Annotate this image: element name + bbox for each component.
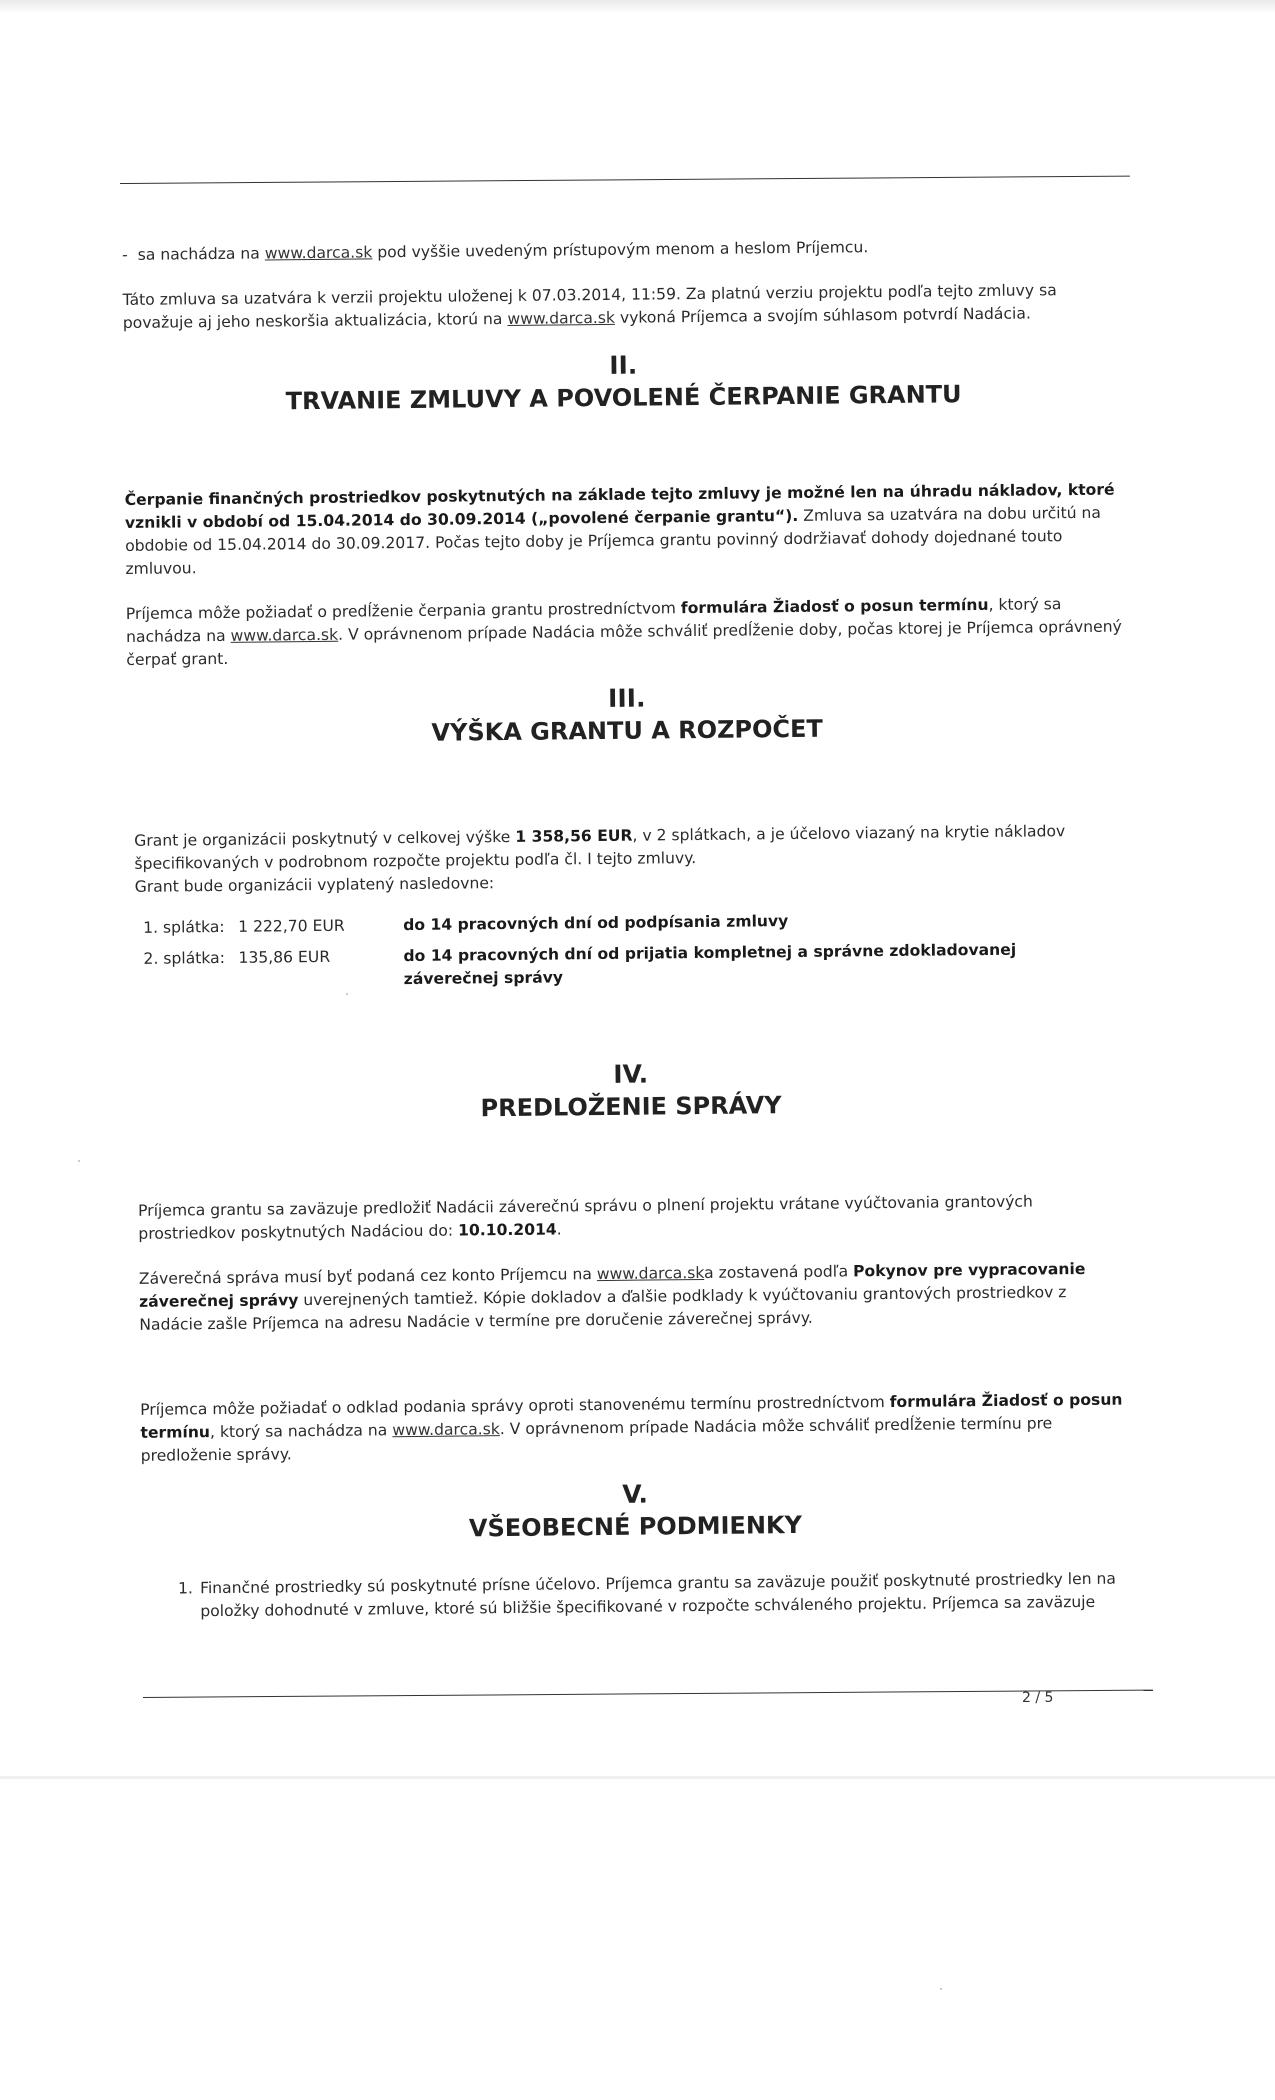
section-5-title: VŠEOBECNÉ PODMIENKY xyxy=(468,1510,803,1543)
installment-amount: 135,86 EUR xyxy=(238,947,331,967)
report-text-before: Príjemca grantu sa zaväzuje predložiť Nadácii záverečnú správu o plnení projektu vrátane vyúčtovania grantových prostriedkov poskytnutých Nadáciou do: xyxy=(138,1192,1033,1243)
postpone-text-before: Príjemca môže požiadať o odklad podania správy oproti stanovenému termínu prostredníctvom xyxy=(140,1393,885,1419)
extension-text-mid: , ktorý sa nachádza na xyxy=(126,595,1062,646)
extension-text-before: Príjemca môže požiadať o predĺženie čerpania grantu prostredníctvom xyxy=(125,599,676,623)
scan-top-shadow xyxy=(0,0,1275,14)
section-5-number: V. xyxy=(622,1479,649,1509)
grant-text-before: Grant je organizácii poskytnutý v celkovej výške xyxy=(134,827,511,850)
header-rule xyxy=(120,176,1130,184)
list-item xyxy=(178,1567,1136,1623)
scan-speck xyxy=(940,1988,942,1990)
contract-link[interactable]: www.darca.sk xyxy=(507,308,616,328)
extension-text-after: . V oprávnenom prípade Nadácia môže schváliť predĺženie doby, počas ktorej je Príjemca oprávnený čerpať grant. xyxy=(126,617,1122,669)
section-4-title: PREDLOŽENIE SPRÁVY xyxy=(480,1091,782,1123)
section-2-number: II. xyxy=(609,350,638,380)
section-3-number: III. xyxy=(607,683,646,713)
drawdown-rest: Zmluva sa uzatvára na dobu určitú na obdobie od 15.04.2014 do 30.09.2017. Počas tejto doby je Príjemca grantu povinný dodržiavať dohody dojednané touto zmluvou. xyxy=(125,503,1102,578)
document-body xyxy=(122,234,1136,1624)
report-postpone-paragraph xyxy=(134,1388,1135,1467)
extension-paragraph xyxy=(126,593,1127,672)
footer-rule xyxy=(143,1690,1153,1698)
report-submission-paragraph xyxy=(133,1257,1134,1336)
report-text-after: . xyxy=(556,1220,562,1239)
section-4-number: IV. xyxy=(613,1059,649,1089)
postpone-form-name: formulára Žiadosť o posun termínu xyxy=(140,1390,1123,1442)
scan-page-edge xyxy=(0,1776,1275,1779)
installment-list xyxy=(129,906,1130,993)
grant-amount-paragraph xyxy=(128,819,1129,898)
drawdown-paragraph xyxy=(125,479,1126,581)
drawdown-bold: Čerpanie finančných prostriedkov poskytnutých na základe tejto zmluvy je možné len na úhradu nákladov, ktoré vznikli v období od 15.04.2014 do 30.09.2014 („povolené čerpanie grantu“). xyxy=(124,480,1115,532)
report-deadline-paragraph xyxy=(132,1189,1132,1245)
intro-paragraph xyxy=(122,234,1122,267)
submission-text-mid: a zostavená podľa xyxy=(704,1262,849,1282)
installment-row xyxy=(143,906,1129,939)
intro-text-before: sa nachádza na xyxy=(137,244,260,264)
scan-speck xyxy=(346,993,348,995)
extension-form-name: formulára Žiadosť o posun termínu xyxy=(680,595,989,618)
postpone-text-after: . V oprávnenom prípade Nadácia môže schváliť predĺženie termínu pre predloženie správy. xyxy=(140,1414,1053,1465)
scan-speck xyxy=(78,1160,80,1162)
section-2-title: TRVANIE ZMLUVY A POVOLENÉ ČERPANIE GRANTU xyxy=(285,380,962,416)
intro-link[interactable]: www.darca.sk xyxy=(264,243,373,263)
installment-label: 1. splátka: xyxy=(143,917,225,937)
installment-label: 2. splátka: xyxy=(143,948,226,968)
contract-text-after: vykoná Príjemca a svojím súhlasom potvrdí Nadácia. xyxy=(619,304,1031,327)
installment-amount: 1 222,70 EUR xyxy=(238,916,345,936)
submission-text-before: Záverečná správa musí byť podaná cez konto Príjemcu na xyxy=(138,1265,592,1288)
installment-row xyxy=(143,937,1129,993)
submission-link[interactable]: www.darca.sk xyxy=(596,1263,705,1284)
intro-text-after: pod vyššie uvedeným prístupovým menom a heslom Príjemcu. xyxy=(377,238,869,262)
intro-dash: - xyxy=(122,245,128,264)
grant-total: 1 358,56 EUR xyxy=(515,826,633,846)
submission-guidelines-name: Pokynov pre vypracovanie záverečnej správy xyxy=(138,1259,1086,1311)
grant-payout-intro: Grant bude organizácii vyplatený nasledovne: xyxy=(134,874,495,896)
extension-link[interactable]: www.darca.sk xyxy=(230,625,339,645)
conditions-list xyxy=(136,1567,1136,1623)
contract-version-paragraph xyxy=(122,279,1122,335)
contract-text-before: Táto zmluva sa uzatvára k verzii projektu uloženej k 07.03.2014, 11:59. Za platnú verziu projektu podľa tejto zmluvy sa považuje aj jeho neskoršia aktualizácia, ktorú na xyxy=(122,281,1057,332)
installment-condition: do 14 pracovných dní od prijatia kompletnej a správne zdokladovanej záverečnej správy xyxy=(403,940,1017,989)
grant-text-after: , v 2 splátkach, a je účelovo viazaný na krytie nákladov špecifikovaných v podrobnom rozpočte projektu podľa čl. I tejto zmluvy. xyxy=(134,822,1066,873)
postpone-text-mid: , ktorý sa nachádza na xyxy=(209,1421,388,1442)
report-deadline-date: 10.10.2014 xyxy=(457,1220,557,1240)
section-3-title: VÝŠKA GRANTU A ROZPOČET xyxy=(431,714,823,747)
list-item-text: Finančné prostriedky sú poskytnuté prísne účelovo. Príjemca grantu sa zaväzuje použiť poskytnuté prostriedky len na položky dohodnuté v zmluve, ktoré sú bližšie špecifikované v rozpočte schváleného projektu. Príjemca sa zaväzuje xyxy=(199,1569,1117,1621)
installment-condition: do 14 pracovných dní od podpísania zmluvy xyxy=(403,912,789,935)
submission-text-after: uverejnených tamtiež. Kópie dokladov a ďalšie podklady k vyúčtovaniu grantových prostriedkov z Nadácie zašle Príjemca na adresu Nadácie v termíne pre doručenie záverečnej správy. xyxy=(139,1283,1067,1334)
postpone-link[interactable]: www.darca.sk xyxy=(392,1420,500,1440)
page-number: 2 / 5 xyxy=(1022,1690,1054,1706)
list-item-number: 1. xyxy=(177,1579,194,1598)
